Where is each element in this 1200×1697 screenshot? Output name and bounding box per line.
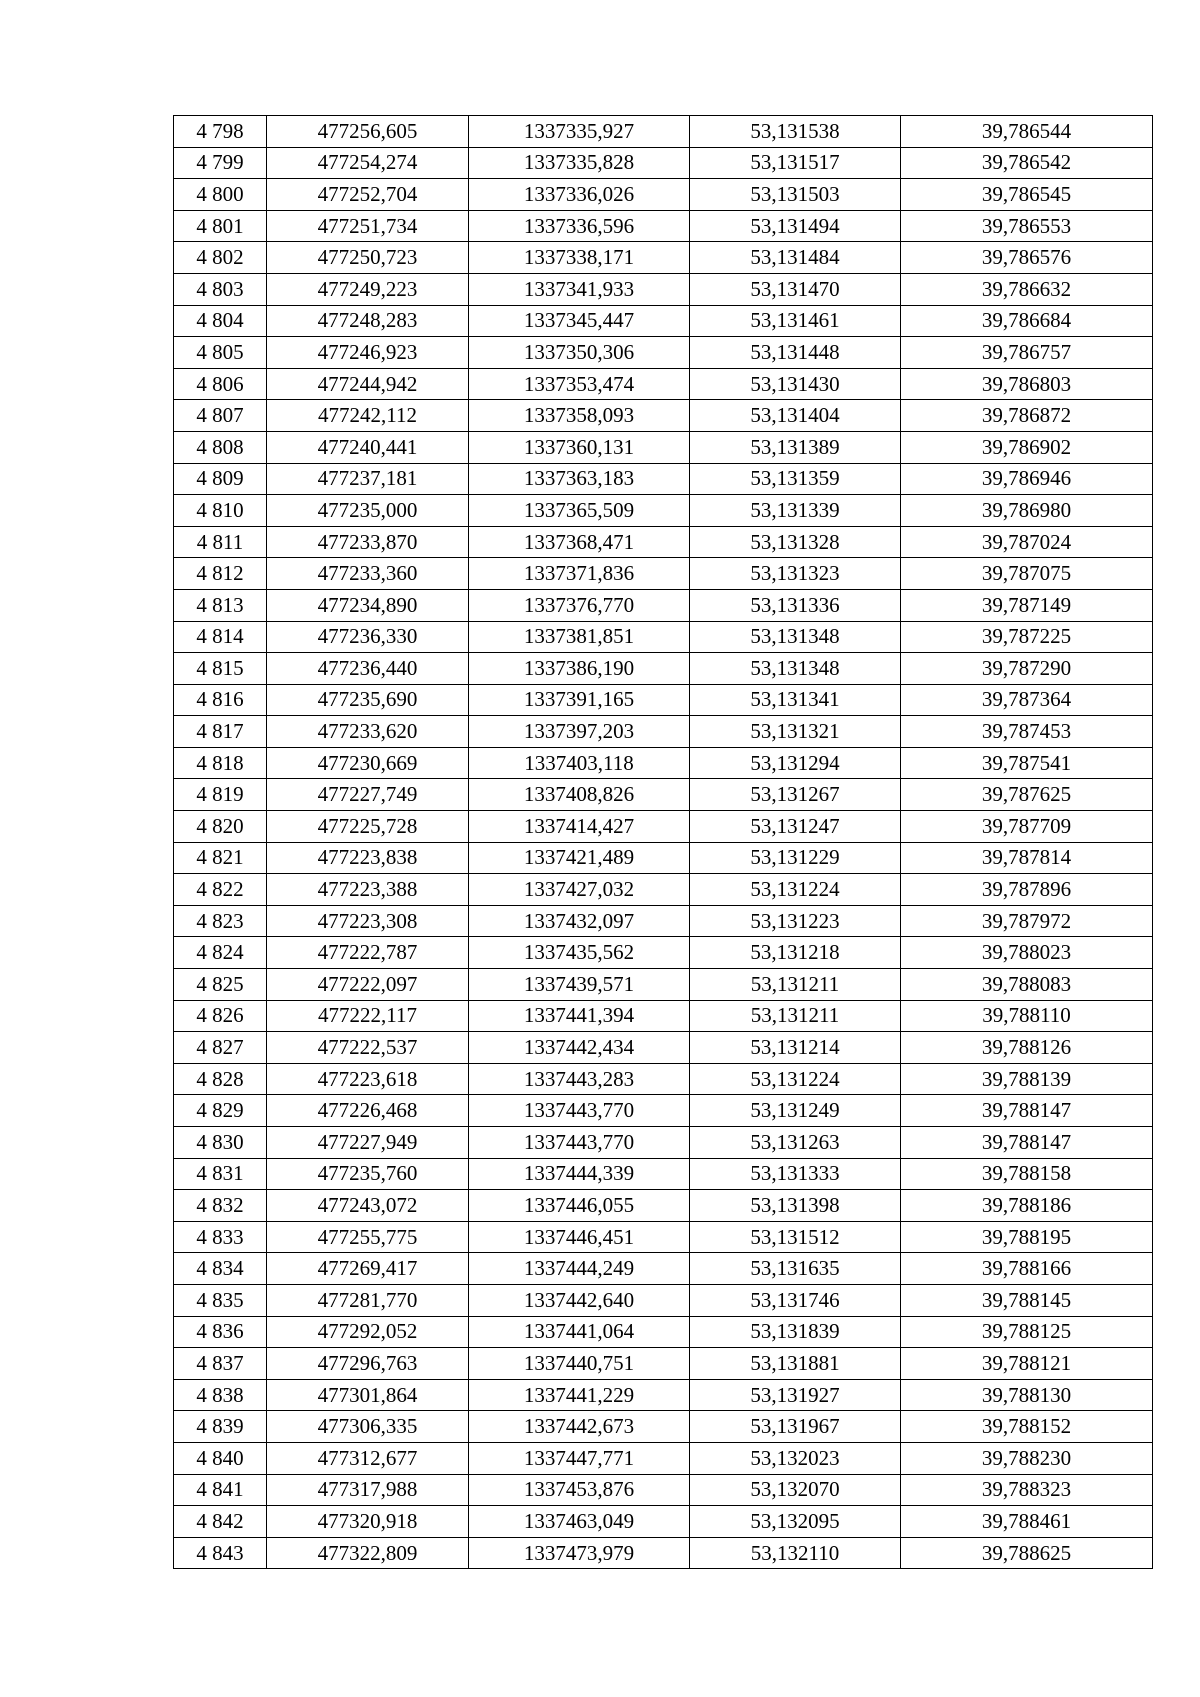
point-number-cell: 4 838 [174, 1379, 267, 1411]
y-coordinate-cell: 1337443,283 [469, 1063, 690, 1095]
x-coordinate-cell: 477250,723 [267, 242, 469, 274]
latitude-cell: 53,132095 [690, 1506, 901, 1538]
point-number-cell: 4 815 [174, 653, 267, 685]
table-row [174, 937, 1153, 969]
longitude-cell: 39,788130 [901, 1379, 1153, 1411]
latitude-cell: 53,131224 [690, 874, 901, 906]
point-number-cell: 4 798 [174, 116, 267, 148]
table-row [174, 842, 1153, 874]
table-row [174, 1127, 1153, 1159]
longitude-cell: 39,787149 [901, 589, 1153, 621]
x-coordinate-cell: 477233,360 [267, 558, 469, 590]
y-coordinate-cell: 1337447,771 [469, 1442, 690, 1474]
point-number-cell: 4 829 [174, 1095, 267, 1127]
longitude-cell: 39,787453 [901, 716, 1153, 748]
point-number-cell: 4 813 [174, 589, 267, 621]
x-coordinate-cell: 477237,181 [267, 463, 469, 495]
y-coordinate-cell: 1337446,055 [469, 1190, 690, 1222]
x-coordinate-cell: 477235,690 [267, 684, 469, 716]
x-coordinate-cell: 477222,097 [267, 969, 469, 1001]
longitude-cell: 39,788147 [901, 1127, 1153, 1159]
table-row [174, 874, 1153, 906]
point-number-cell: 4 810 [174, 495, 267, 527]
x-coordinate-cell: 477322,809 [267, 1537, 469, 1569]
y-coordinate-cell: 1337376,770 [469, 589, 690, 621]
latitude-cell: 53,131746 [690, 1284, 901, 1316]
point-number-cell: 4 800 [174, 179, 267, 211]
x-coordinate-cell: 477235,760 [267, 1158, 469, 1190]
point-number-cell: 4 839 [174, 1411, 267, 1443]
latitude-cell: 53,131839 [690, 1316, 901, 1348]
point-number-cell: 4 834 [174, 1253, 267, 1285]
table-row [174, 1284, 1153, 1316]
point-number-cell: 4 841 [174, 1474, 267, 1506]
y-coordinate-cell: 1337336,596 [469, 210, 690, 242]
x-coordinate-cell: 477246,923 [267, 337, 469, 369]
longitude-cell: 39,788023 [901, 937, 1153, 969]
longitude-cell: 39,788186 [901, 1190, 1153, 1222]
y-coordinate-cell: 1337338,171 [469, 242, 690, 274]
x-coordinate-cell: 477236,330 [267, 621, 469, 653]
x-coordinate-cell: 477320,918 [267, 1506, 469, 1538]
point-number-cell: 4 822 [174, 874, 267, 906]
y-coordinate-cell: 1337444,249 [469, 1253, 690, 1285]
point-number-cell: 4 826 [174, 1000, 267, 1032]
x-coordinate-cell: 477254,274 [267, 147, 469, 179]
x-coordinate-cell: 477222,117 [267, 1000, 469, 1032]
point-number-cell: 4 812 [174, 558, 267, 590]
y-coordinate-cell: 1337463,049 [469, 1506, 690, 1538]
longitude-cell: 39,788126 [901, 1032, 1153, 1064]
latitude-cell: 53,131503 [690, 179, 901, 211]
latitude-cell: 53,131398 [690, 1190, 901, 1222]
longitude-cell: 39,788125 [901, 1316, 1153, 1348]
latitude-cell: 53,131348 [690, 653, 901, 685]
y-coordinate-cell: 1337381,851 [469, 621, 690, 653]
longitude-cell: 39,787541 [901, 747, 1153, 779]
point-number-cell: 4 807 [174, 400, 267, 432]
table-row [174, 1158, 1153, 1190]
longitude-cell: 39,787625 [901, 779, 1153, 811]
longitude-cell: 39,788145 [901, 1284, 1153, 1316]
y-coordinate-cell: 1337443,770 [469, 1127, 690, 1159]
point-number-cell: 4 843 [174, 1537, 267, 1569]
point-number-cell: 4 836 [174, 1316, 267, 1348]
x-coordinate-cell: 477306,335 [267, 1411, 469, 1443]
y-coordinate-cell: 1337441,064 [469, 1316, 690, 1348]
longitude-cell: 39,788147 [901, 1095, 1153, 1127]
latitude-cell: 53,131267 [690, 779, 901, 811]
y-coordinate-cell: 1337443,770 [469, 1095, 690, 1127]
y-coordinate-cell: 1337350,306 [469, 337, 690, 369]
latitude-cell: 53,131321 [690, 716, 901, 748]
x-coordinate-cell: 477226,468 [267, 1095, 469, 1127]
y-coordinate-cell: 1337441,394 [469, 1000, 690, 1032]
latitude-cell: 53,132110 [690, 1537, 901, 1569]
x-coordinate-cell: 477240,441 [267, 431, 469, 463]
point-number-cell: 4 833 [174, 1221, 267, 1253]
y-coordinate-cell: 1337442,640 [469, 1284, 690, 1316]
point-number-cell: 4 802 [174, 242, 267, 274]
x-coordinate-cell: 477225,728 [267, 811, 469, 843]
point-number-cell: 4 820 [174, 811, 267, 843]
point-number-cell: 4 816 [174, 684, 267, 716]
table-row [174, 1537, 1153, 1569]
latitude-cell: 53,131512 [690, 1221, 901, 1253]
x-coordinate-cell: 477244,942 [267, 368, 469, 400]
table-row [174, 1316, 1153, 1348]
latitude-cell: 53,131341 [690, 684, 901, 716]
x-coordinate-cell: 477233,620 [267, 716, 469, 748]
latitude-cell: 53,131359 [690, 463, 901, 495]
table-row [174, 273, 1153, 305]
point-number-cell: 4 823 [174, 905, 267, 937]
coordinates-table [173, 115, 1153, 1569]
y-coordinate-cell: 1337442,434 [469, 1032, 690, 1064]
y-coordinate-cell: 1337446,451 [469, 1221, 690, 1253]
x-coordinate-cell: 477235,000 [267, 495, 469, 527]
latitude-cell: 53,131211 [690, 969, 901, 1001]
x-coordinate-cell: 477251,734 [267, 210, 469, 242]
longitude-cell: 39,786803 [901, 368, 1153, 400]
point-number-cell: 4 837 [174, 1348, 267, 1380]
table-row [174, 589, 1153, 621]
table-row [174, 1221, 1153, 1253]
longitude-cell: 39,788139 [901, 1063, 1153, 1095]
table-row [174, 969, 1153, 1001]
y-coordinate-cell: 1337435,562 [469, 937, 690, 969]
table-row [174, 621, 1153, 653]
point-number-cell: 4 821 [174, 842, 267, 874]
latitude-cell: 53,131404 [690, 400, 901, 432]
latitude-cell: 53,131328 [690, 526, 901, 558]
x-coordinate-cell: 477242,112 [267, 400, 469, 432]
latitude-cell: 53,131635 [690, 1253, 901, 1285]
y-coordinate-cell: 1337444,339 [469, 1158, 690, 1190]
table-row [174, 431, 1153, 463]
latitude-cell: 53,131881 [690, 1348, 901, 1380]
x-coordinate-cell: 477312,677 [267, 1442, 469, 1474]
table-row [174, 305, 1153, 337]
latitude-cell: 53,131247 [690, 811, 901, 843]
latitude-cell: 53,131224 [690, 1063, 901, 1095]
y-coordinate-cell: 1337442,673 [469, 1411, 690, 1443]
table-row [174, 1253, 1153, 1285]
x-coordinate-cell: 477236,440 [267, 653, 469, 685]
x-coordinate-cell: 477281,770 [267, 1284, 469, 1316]
table-row [174, 716, 1153, 748]
table-row [174, 463, 1153, 495]
x-coordinate-cell: 477223,838 [267, 842, 469, 874]
y-coordinate-cell: 1337408,826 [469, 779, 690, 811]
latitude-cell: 53,131348 [690, 621, 901, 653]
x-coordinate-cell: 477317,988 [267, 1474, 469, 1506]
longitude-cell: 39,787896 [901, 874, 1153, 906]
y-coordinate-cell: 1337439,571 [469, 969, 690, 1001]
x-coordinate-cell: 477233,870 [267, 526, 469, 558]
point-number-cell: 4 825 [174, 969, 267, 1001]
table-row [174, 1348, 1153, 1380]
latitude-cell: 53,131461 [690, 305, 901, 337]
point-number-cell: 4 804 [174, 305, 267, 337]
x-coordinate-cell: 477248,283 [267, 305, 469, 337]
y-coordinate-cell: 1337363,183 [469, 463, 690, 495]
latitude-cell: 53,131494 [690, 210, 901, 242]
latitude-cell: 53,132070 [690, 1474, 901, 1506]
point-number-cell: 4 817 [174, 716, 267, 748]
table-row [174, 558, 1153, 590]
table-row [174, 1190, 1153, 1222]
table-row [174, 495, 1153, 527]
point-number-cell: 4 814 [174, 621, 267, 653]
x-coordinate-cell: 477223,308 [267, 905, 469, 937]
table-row [174, 653, 1153, 685]
table-row [174, 242, 1153, 274]
x-coordinate-cell: 477222,537 [267, 1032, 469, 1064]
point-number-cell: 4 831 [174, 1158, 267, 1190]
table-row [174, 400, 1153, 432]
longitude-cell: 39,787972 [901, 905, 1153, 937]
longitude-cell: 39,786542 [901, 147, 1153, 179]
point-number-cell: 4 830 [174, 1127, 267, 1159]
latitude-cell: 53,131967 [690, 1411, 901, 1443]
x-coordinate-cell: 477292,052 [267, 1316, 469, 1348]
y-coordinate-cell: 1337371,836 [469, 558, 690, 590]
x-coordinate-cell: 477222,787 [267, 937, 469, 969]
y-coordinate-cell: 1337432,097 [469, 905, 690, 937]
longitude-cell: 39,788083 [901, 969, 1153, 1001]
latitude-cell: 53,131294 [690, 747, 901, 779]
latitude-cell: 53,131229 [690, 842, 901, 874]
longitude-cell: 39,786632 [901, 273, 1153, 305]
table-row [174, 1063, 1153, 1095]
y-coordinate-cell: 1337414,427 [469, 811, 690, 843]
point-number-cell: 4 799 [174, 147, 267, 179]
longitude-cell: 39,788166 [901, 1253, 1153, 1285]
table-row [174, 1032, 1153, 1064]
longitude-cell: 39,787075 [901, 558, 1153, 590]
point-number-cell: 4 805 [174, 337, 267, 369]
y-coordinate-cell: 1337368,471 [469, 526, 690, 558]
point-number-cell: 4 808 [174, 431, 267, 463]
point-number-cell: 4 811 [174, 526, 267, 558]
longitude-cell: 39,786872 [901, 400, 1153, 432]
table-row [174, 1000, 1153, 1032]
x-coordinate-cell: 477269,417 [267, 1253, 469, 1285]
point-number-cell: 4 818 [174, 747, 267, 779]
table-row [174, 116, 1153, 148]
latitude-cell: 53,131218 [690, 937, 901, 969]
longitude-cell: 39,786684 [901, 305, 1153, 337]
y-coordinate-cell: 1337365,509 [469, 495, 690, 527]
latitude-cell: 53,131336 [690, 589, 901, 621]
longitude-cell: 39,787225 [901, 621, 1153, 653]
table-row [174, 747, 1153, 779]
point-number-cell: 4 832 [174, 1190, 267, 1222]
y-coordinate-cell: 1337421,489 [469, 842, 690, 874]
table-row [174, 526, 1153, 558]
latitude-cell: 53,131211 [690, 1000, 901, 1032]
coordinates-table-body [174, 116, 1153, 1569]
latitude-cell: 53,131249 [690, 1095, 901, 1127]
table-row [174, 179, 1153, 211]
point-number-cell: 4 824 [174, 937, 267, 969]
point-number-cell: 4 801 [174, 210, 267, 242]
longitude-cell: 39,788195 [901, 1221, 1153, 1253]
longitude-cell: 39,786902 [901, 431, 1153, 463]
y-coordinate-cell: 1337440,751 [469, 1348, 690, 1380]
latitude-cell: 53,131927 [690, 1379, 901, 1411]
y-coordinate-cell: 1337358,093 [469, 400, 690, 432]
x-coordinate-cell: 477223,618 [267, 1063, 469, 1095]
latitude-cell: 53,131223 [690, 905, 901, 937]
point-number-cell: 4 828 [174, 1063, 267, 1095]
x-coordinate-cell: 477252,704 [267, 179, 469, 211]
point-number-cell: 4 840 [174, 1442, 267, 1474]
latitude-cell: 53,131333 [690, 1158, 901, 1190]
latitude-cell: 53,131448 [690, 337, 901, 369]
y-coordinate-cell: 1337335,927 [469, 116, 690, 148]
longitude-cell: 39,788461 [901, 1506, 1153, 1538]
y-coordinate-cell: 1337353,474 [469, 368, 690, 400]
latitude-cell: 53,131517 [690, 147, 901, 179]
table-row [174, 147, 1153, 179]
table-row [174, 1411, 1153, 1443]
x-coordinate-cell: 477227,949 [267, 1127, 469, 1159]
table-row [174, 210, 1153, 242]
longitude-cell: 39,787709 [901, 811, 1153, 843]
x-coordinate-cell: 477296,763 [267, 1348, 469, 1380]
longitude-cell: 39,786544 [901, 116, 1153, 148]
point-number-cell: 4 806 [174, 368, 267, 400]
point-number-cell: 4 809 [174, 463, 267, 495]
y-coordinate-cell: 1337360,131 [469, 431, 690, 463]
longitude-cell: 39,788158 [901, 1158, 1153, 1190]
longitude-cell: 39,788110 [901, 1000, 1153, 1032]
table-row [174, 1474, 1153, 1506]
y-coordinate-cell: 1337441,229 [469, 1379, 690, 1411]
longitude-cell: 39,786576 [901, 242, 1153, 274]
y-coordinate-cell: 1337453,876 [469, 1474, 690, 1506]
point-number-cell: 4 819 [174, 779, 267, 811]
y-coordinate-cell: 1337403,118 [469, 747, 690, 779]
y-coordinate-cell: 1337345,447 [469, 305, 690, 337]
longitude-cell: 39,786946 [901, 463, 1153, 495]
longitude-cell: 39,786757 [901, 337, 1153, 369]
y-coordinate-cell: 1337427,032 [469, 874, 690, 906]
latitude-cell: 53,131430 [690, 368, 901, 400]
table-row [174, 811, 1153, 843]
x-coordinate-cell: 477255,775 [267, 1221, 469, 1253]
point-number-cell: 4 842 [174, 1506, 267, 1538]
y-coordinate-cell: 1337473,979 [469, 1537, 690, 1569]
y-coordinate-cell: 1337336,026 [469, 179, 690, 211]
x-coordinate-cell: 477223,388 [267, 874, 469, 906]
y-coordinate-cell: 1337335,828 [469, 147, 690, 179]
x-coordinate-cell: 477249,223 [267, 273, 469, 305]
point-number-cell: 4 827 [174, 1032, 267, 1064]
table-row [174, 779, 1153, 811]
longitude-cell: 39,788152 [901, 1411, 1153, 1443]
longitude-cell: 39,788230 [901, 1442, 1153, 1474]
point-number-cell: 4 803 [174, 273, 267, 305]
x-coordinate-cell: 477256,605 [267, 116, 469, 148]
longitude-cell: 39,787364 [901, 684, 1153, 716]
y-coordinate-cell: 1337341,933 [469, 273, 690, 305]
x-coordinate-cell: 477243,072 [267, 1190, 469, 1222]
longitude-cell: 39,786553 [901, 210, 1153, 242]
longitude-cell: 39,787814 [901, 842, 1153, 874]
point-number-cell: 4 835 [174, 1284, 267, 1316]
y-coordinate-cell: 1337397,203 [469, 716, 690, 748]
x-coordinate-cell: 477227,749 [267, 779, 469, 811]
longitude-cell: 39,788625 [901, 1537, 1153, 1569]
longitude-cell: 39,787290 [901, 653, 1153, 685]
table-row [174, 684, 1153, 716]
longitude-cell: 39,786545 [901, 179, 1153, 211]
longitude-cell: 39,787024 [901, 526, 1153, 558]
x-coordinate-cell: 477301,864 [267, 1379, 469, 1411]
y-coordinate-cell: 1337391,165 [469, 684, 690, 716]
latitude-cell: 53,131538 [690, 116, 901, 148]
longitude-cell: 39,788121 [901, 1348, 1153, 1380]
y-coordinate-cell: 1337386,190 [469, 653, 690, 685]
latitude-cell: 53,131263 [690, 1127, 901, 1159]
latitude-cell: 53,131339 [690, 495, 901, 527]
table-row [174, 1095, 1153, 1127]
latitude-cell: 53,131214 [690, 1032, 901, 1064]
latitude-cell: 53,132023 [690, 1442, 901, 1474]
longitude-cell: 39,786980 [901, 495, 1153, 527]
x-coordinate-cell: 477234,890 [267, 589, 469, 621]
table-row [174, 1506, 1153, 1538]
table-row [174, 1379, 1153, 1411]
x-coordinate-cell: 477230,669 [267, 747, 469, 779]
latitude-cell: 53,131484 [690, 242, 901, 274]
latitude-cell: 53,131389 [690, 431, 901, 463]
latitude-cell: 53,131470 [690, 273, 901, 305]
table-row [174, 1442, 1153, 1474]
latitude-cell: 53,131323 [690, 558, 901, 590]
longitude-cell: 39,788323 [901, 1474, 1153, 1506]
table-row [174, 905, 1153, 937]
table-row [174, 337, 1153, 369]
table-row [174, 368, 1153, 400]
